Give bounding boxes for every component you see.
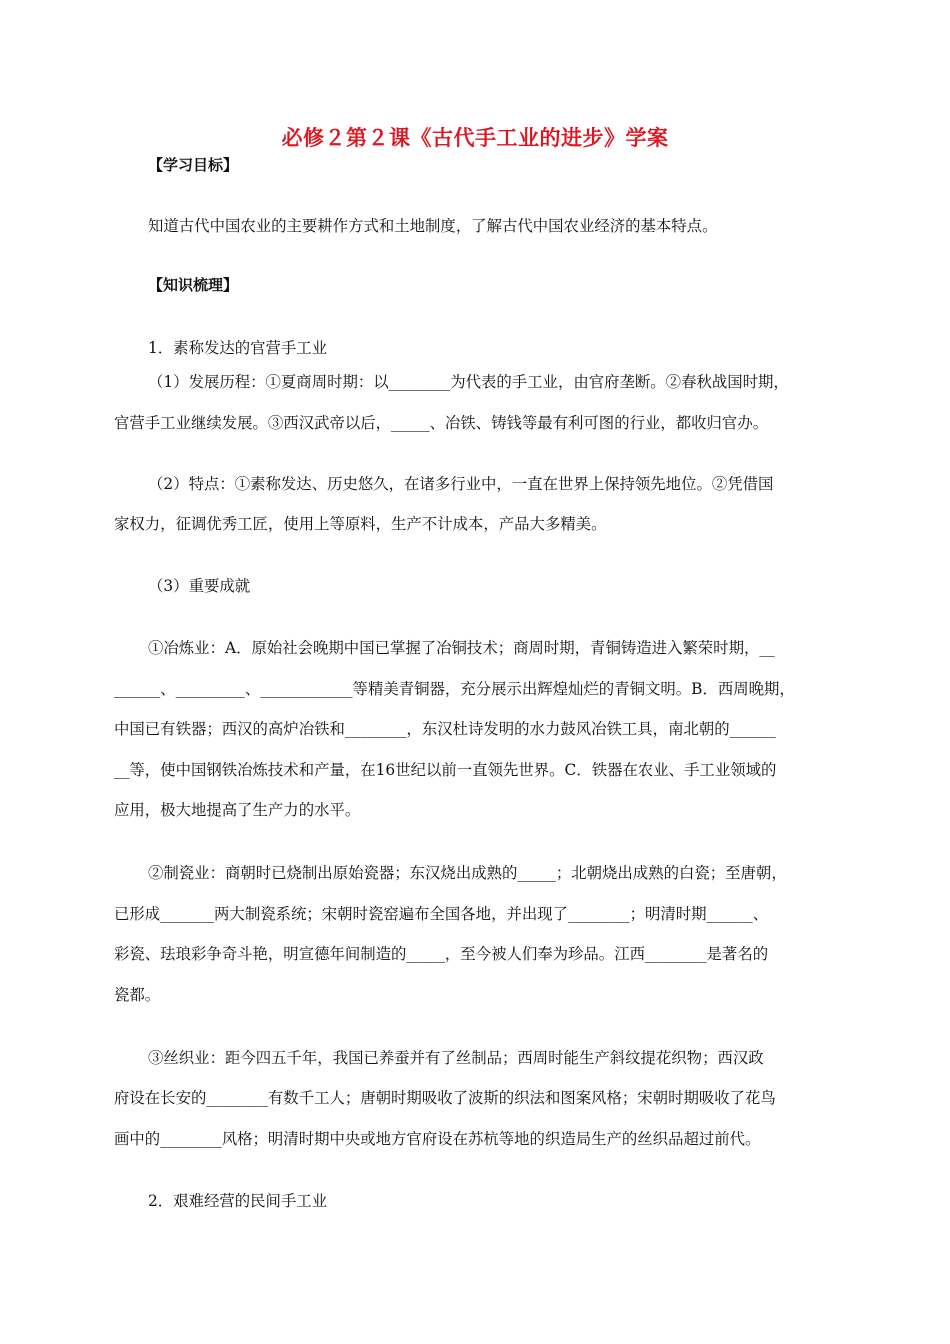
- text-line: 官营手工业继续发展。③西汉武帝以后，_____、冶铁、铸钱等最有利可图的行业，都收归官办。: [114, 414, 769, 432]
- text-line: 应用，极大地提高了生产力的水平。: [114, 801, 361, 819]
- text-line: __等，使中国钢铁冶炼技术和产量，在16世纪以前一直领先世界。C．铁器在农业、手工业领域的: [114, 761, 777, 779]
- text-line: 彩瓷、珐琅彩争奇斗艳，明宣德年间制造的_____，至今被人们奉为珍品。江西________是著名的: [114, 945, 769, 963]
- text-line: ③丝织业：距今四五千年，我国已养蚕并有了丝制品；西周时能生产斜纹提花织物；西汉政: [148, 1049, 764, 1067]
- page-title: 必修２第２课《古代手工业的进步》学案: [281, 126, 669, 150]
- text-line: ______、_________、____________等精美青铜器，充分展示出辉煌灿烂的青铜文明。B．西周晚期，: [114, 680, 795, 698]
- text-line: 2．艰难经营的民间手工业: [148, 1192, 328, 1210]
- text-line: 府设在长安的________有数千工人；唐朝时期吸收了波斯的织法和图案风格；宋朝时期吸收了花鸟: [114, 1089, 776, 1107]
- text-line: 中国已有铁器；西汉的高炉冶铁和________，东汉杜诗发明的水力鼓风冶铁工具，南北朝的______: [114, 720, 776, 738]
- text-line: 已形成_______两大制瓷系统；宋朝时瓷窑遍布全国各地，并出现了________；明清时期______、: [114, 905, 769, 923]
- section-heading-knowledge: 【知识梳理】: [148, 276, 239, 294]
- text-line: （1）发展历程：①夏商周时期：以________为代表的手工业，由官府垄断。②春秋战国时期，: [148, 373, 789, 391]
- text-line: 1．素称发达的官营手工业: [148, 339, 328, 357]
- section-heading-objectives: 【学习目标】: [148, 156, 239, 174]
- text-line: 家权力，征调优秀工匠，使用上等原料，生产不计成本，产品大多精美。: [114, 515, 607, 533]
- text-line: （3）重要成就: [148, 577, 251, 595]
- text-line: （2）特点：①素称发达、历史悠久，在诸多行业中，一直在世界上保持领先地位。②凭借国: [148, 475, 774, 493]
- text-line: 瓷都。: [114, 986, 161, 1004]
- objective-text: 知道古代中国农业的主要耕作方式和土地制度，了解古代中国农业经济的基本特点。: [148, 217, 718, 235]
- text-line: ②制瓷业：商朝时已烧制出原始瓷器；东汉烧出成熟的_____；北朝烧出成熟的白瓷；至唐朝，: [148, 864, 787, 882]
- text-line: ①冶炼业：A．原始社会晚期中国已掌握了冶铜技术；商周时期，青铜铸造进入繁荣时期，__: [148, 639, 775, 657]
- text-line: 画中的________风格；明清时期中央或地方官府设在苏杭等地的织造局生产的丝织品超过前代。: [114, 1130, 761, 1148]
